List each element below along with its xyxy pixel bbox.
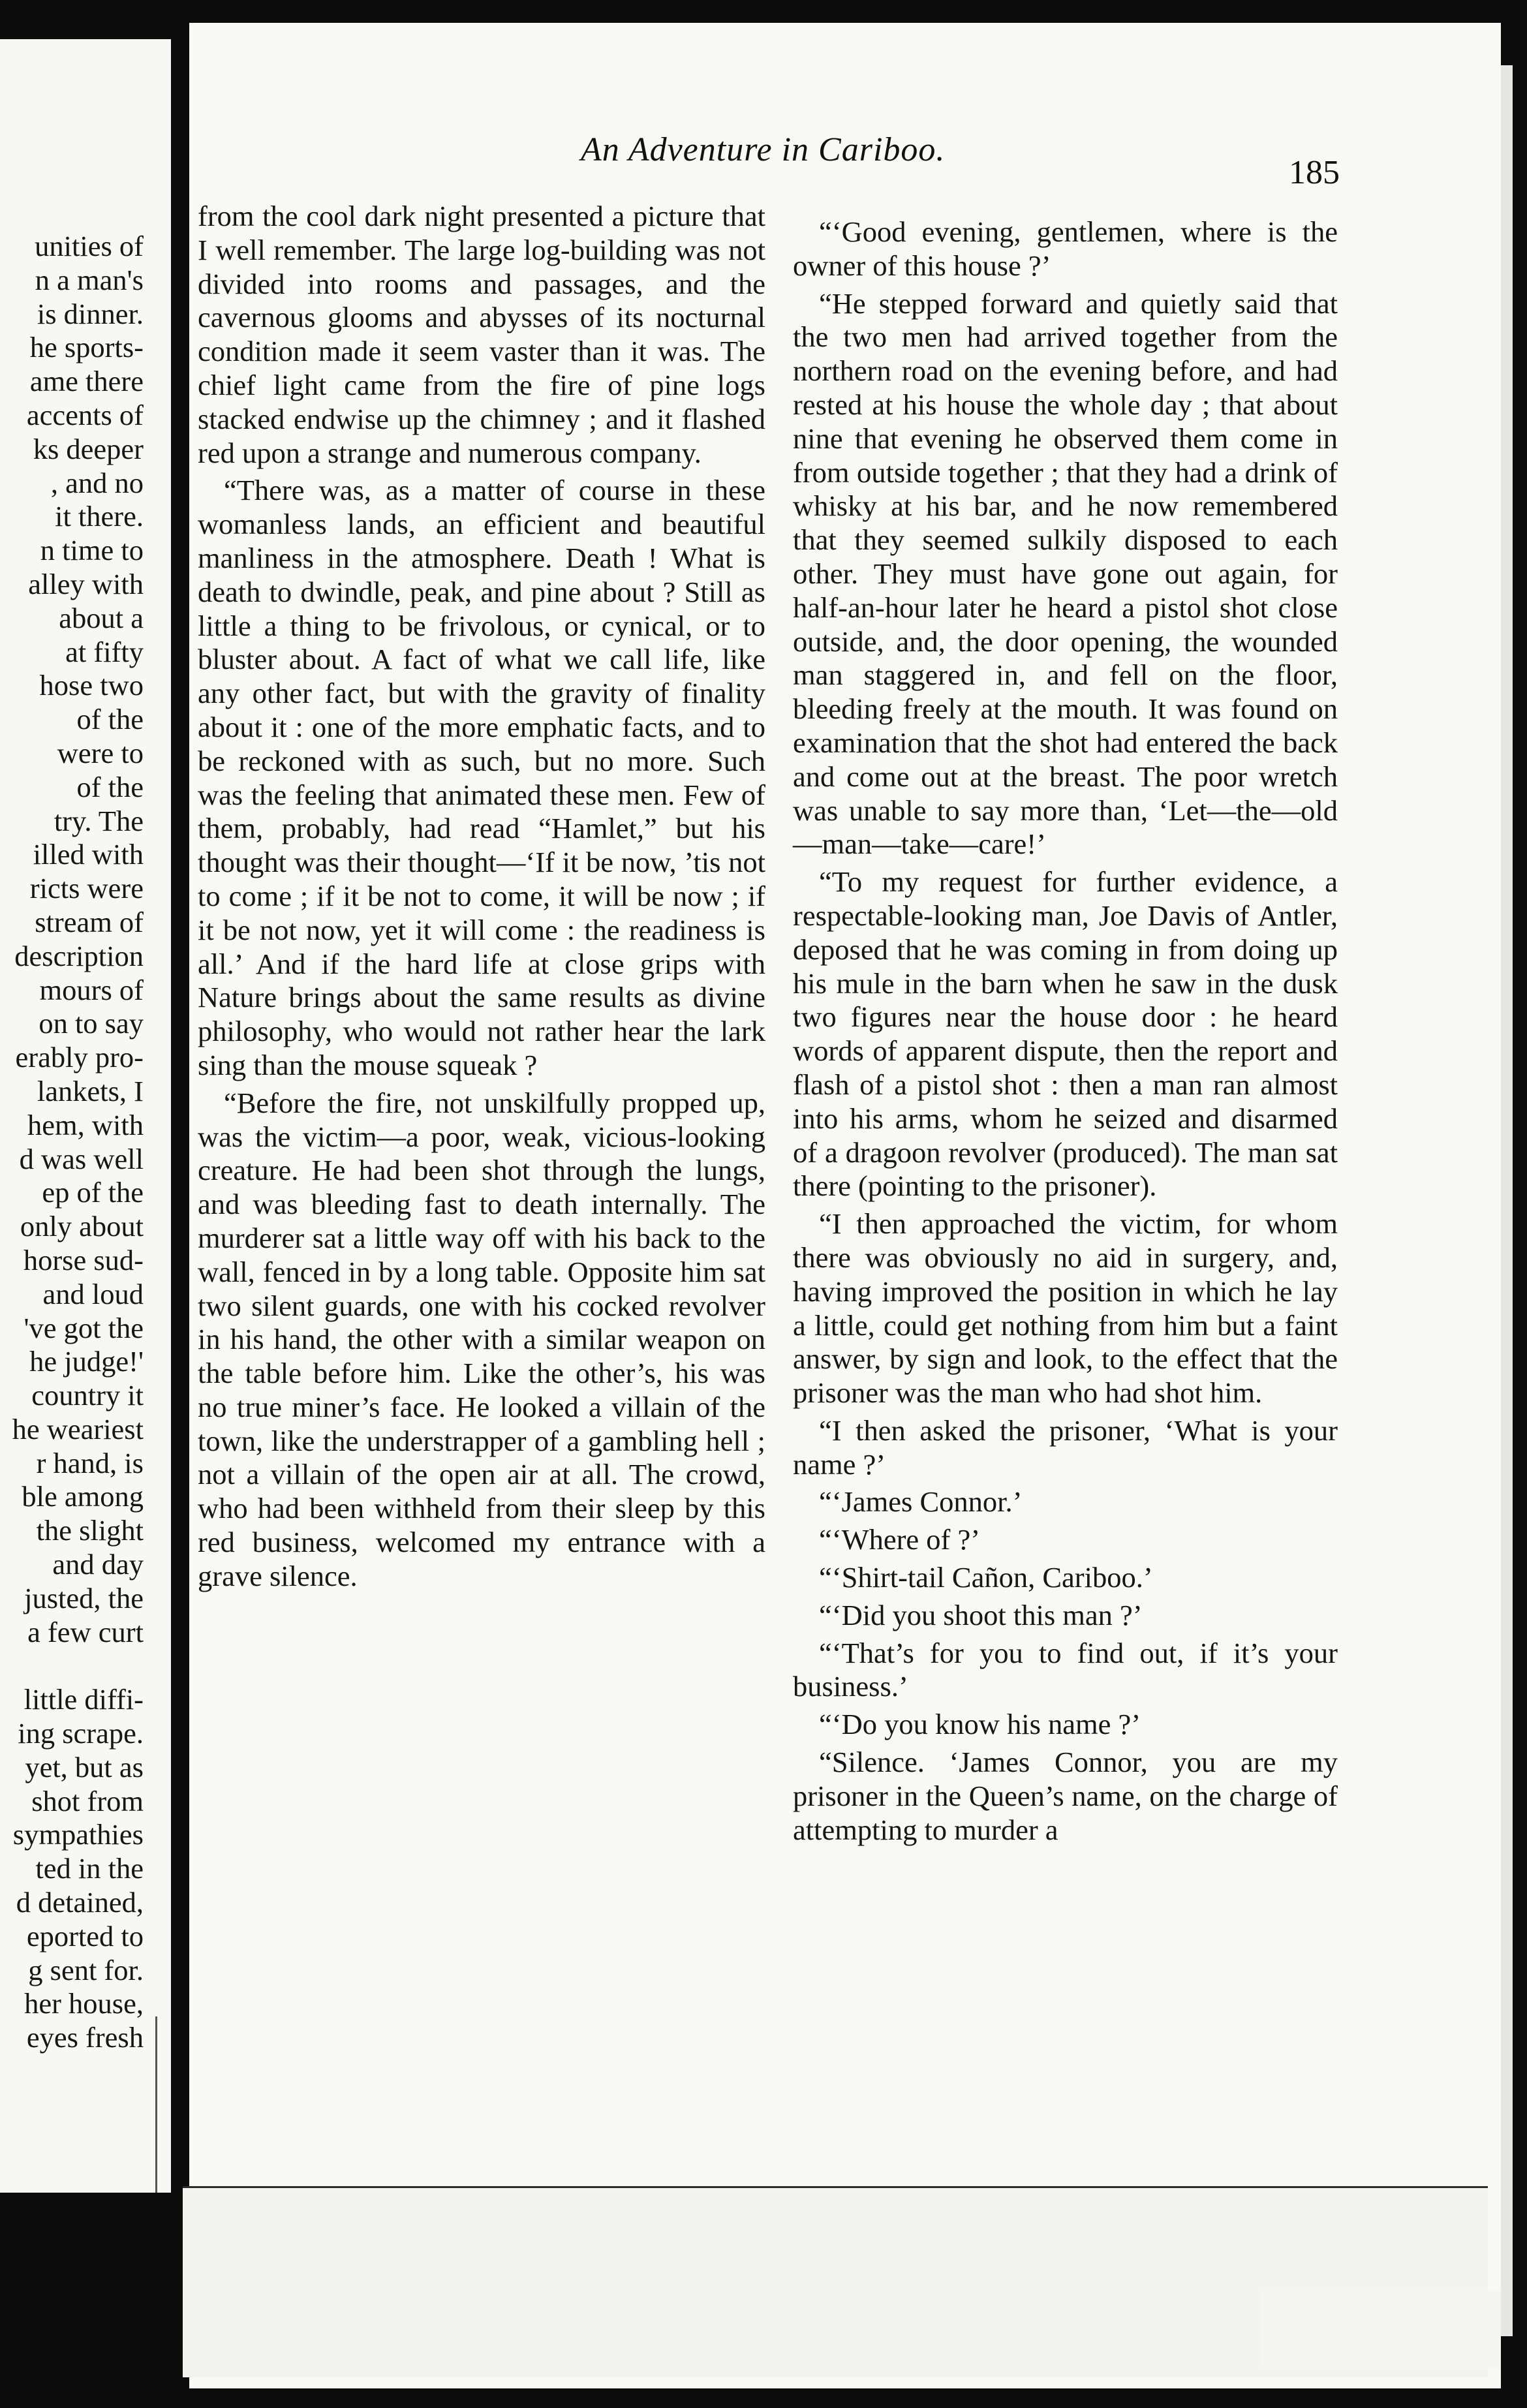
paragraph: “I then approached the victim, for whom there was obviously no aid in surgery, and, having improved the position in which he lay a little, could get nothing from him but a faint answer, by sign and look, to the effect that the prisoner was the man who had shot him. (793, 1207, 1338, 1410)
previous-page-fragment (0, 39, 171, 2193)
previous-page-text (0, 230, 144, 2055)
page-edge-decoration (155, 2016, 171, 2193)
paragraph: “‘Do you know his name ?’ (819, 1708, 1141, 1741)
page-number: 185 (1289, 154, 1340, 191)
paragraph: from the cool dark night presented a picture that I well remember. The large log-building was not divided into rooms and passages, and the cavernous glooms and abysses of its nocturnal condition made it seem vaster than it was. The chief light came from the fire of pine logs stacked endwise up the chimney ; and it flashed red upon a strange and numerous company. (198, 200, 765, 469)
paragraph: “‘Good evening, gentlemen, where is the owner of this house ?’ (793, 215, 1338, 282)
paragraph: “There was, as a matter of course in these womanless lands, an efficient and beautiful manliness in the atmosphere. Death ! What is death to dwindle, peak, and pine about ? Still as little a thing to be frivolous, or cynical, or to bluster about. A fact of what we call life, like any other fact, but with the gravity of finality about it : one of the more emphatic facts, and to be reckoned with as such, but no more. Such was the feeling that animated these men. Few of them, probably, had read “Hamlet,” but his thought was their thought—‘If it be now, ’tis not to come ; if it be not to come, it will be now ; if it be not now, yet it will come : the readiness is all.’ And if the hard life at close grips with Nature brings about the same results as divine philosophy, who would not rather hear the lark sing than the mouse squeak ? (198, 474, 765, 1081)
paragraph: “To my request for further evidence, a respectable-looking man, Joe Davis of Antler, deposed that he was coming in from doing up his mule in the barn when he saw in the dusk two figures near the house door : he heard words of apparent dispute, then the report and flash of a pistol shot : then a man ran almost into his arms, whom he seized and disarmed of a dragoon revolver (produced). The man sat there (pointing to the prisoner). (793, 865, 1338, 1203)
text-column-right (793, 215, 1338, 1847)
paragraph: “‘Did you shoot this man ?’ (819, 1598, 1143, 1631)
paragraph: “‘Shirt-tail Cañon, Cariboo.’ (819, 1561, 1153, 1594)
page-bottom-corner (1259, 2291, 1501, 2369)
paragraph: “‘James Connor.’ (819, 1485, 1023, 1519)
paragraph: “‘Where of ?’ (819, 1523, 981, 1556)
page-stack-edge (1501, 65, 1513, 2336)
paragraph: “‘That’s for you to find out, if it’s your business.’ (793, 1636, 1338, 1703)
paragraph: “Silence. ‘James Connor, you are my prisoner in the Queen’s name, on the charge of attempting to murder a (793, 1746, 1338, 1846)
text-column-left (198, 200, 765, 1594)
paragraph: “Before the fire, not unskilfully propped up, was the victim—a poor, weak, vicious-looking creature. He had been shot through the lungs, and was bleeding fast to death internally. The murderer sat a little way off with his back to the wall, fenced in by a long table. Opposite him sat two silent guards, one with his cocked revolver in his hand, the other with a similar weapon on the table before him. Like the other’s, his was no true miner’s face. He looked a villain of the town, like the understrapper of a gambling hell ; not a villain of the open air at all. The crowd, who had been withheld from their sleep by this red business, welcomed my entrance with a grave silence. (198, 1086, 765, 1592)
paragraph: “He stepped forward and quietly said that the two men had arrived together from the northern road on the evening before, and had rested at his house the whole day ; that about nine that evening he observed them come in from outside together ; that they had a drink of whisky at his bar, and he now remembered that they seemed sulkily disposed to each other. They must have gone out again, for half-an-hour later he heard a pistol shot close outside, and, the door opening, the wounded man staggered in, and fell on the floor, bleeding freely at the mouth. It was found on examination that the shot had entered the back and come out at the breast. The poor wretch was unable to say more than, ‘Let—the—old—man—take—care!’ (793, 286, 1338, 861)
running-title: An Adventure in Cariboo. (581, 131, 946, 168)
paragraph: “I then asked the prisoner, ‘What is your name ?’ (793, 1413, 1338, 1481)
previous-page-lines: unities of n a man's is dinner. he sports- ame there accents of ks deeper , and no it there. n time to alley with about a at fifty hose two of the were to of the try. The illed with ricts were stream of description mours of on to say erably pro- lankets, I hem, with d was well ep of the only about horse sud- and loud 've got the he judge!' country it he weariest r hand, is ble among the slight and day justed, the a few curt little diffi- ing scrape. yet, but as shot from sympathies ted in the d detained, eported to g sent for. her house, eyes fresh (12, 230, 144, 2054)
